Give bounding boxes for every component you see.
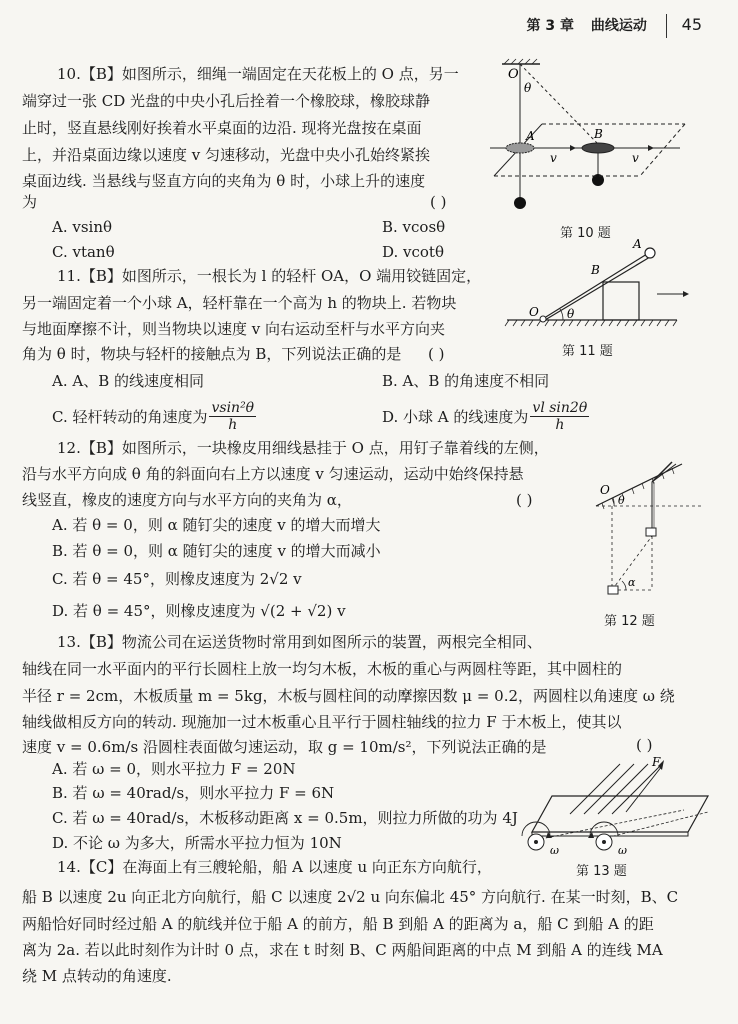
q11-line-4: 角为 θ 时，物块与轻杆的接触点为 B，下列说法正确的是 bbox=[22, 345, 402, 363]
q11-option-c-numerator: vsin²θ bbox=[211, 400, 255, 416]
q12-option-a: A. 若 θ = 0，则 α 随钉尖的速度 v 的增大而增大 bbox=[52, 516, 381, 534]
page-number: 45 bbox=[681, 15, 702, 34]
q12-option-d: D. 若 θ = 45°，则橡皮速度为 √(2 + √2) v bbox=[52, 602, 346, 620]
q12-label-theta: θ bbox=[618, 494, 625, 507]
q11-line-1: 11.【B】如图所示，一根长为 l 的轻杆 OA，O 端用铰链固定， bbox=[57, 267, 482, 285]
q11-label-theta: θ bbox=[567, 307, 575, 321]
q10-label-v2: v bbox=[632, 151, 639, 165]
q13-label-omega-2: ω bbox=[618, 844, 627, 857]
q10-option-b: B. vcosθ bbox=[382, 218, 446, 236]
q13-caption: 第 13 题 bbox=[576, 864, 627, 879]
q10-line-6: 为 bbox=[22, 193, 38, 211]
q11-caption: 第 11 题 bbox=[562, 344, 613, 359]
q13-option-c: C. 若 ω = 40rad/s，木板移动距离 x = 0.5m，则拉力所做的功为 4J bbox=[52, 809, 518, 827]
q11-label-o: O bbox=[529, 305, 539, 319]
q12-figure bbox=[592, 462, 712, 602]
q10-line-1: 10.【B】如图所示，细绳一端固定在天花板上的 O 点，另一 bbox=[57, 65, 459, 83]
q13-line-4: 轴线做相反方向的转动. 现施加一过木板重心且平行于圆柱轴线的拉力 F 于木板上，使其以 bbox=[22, 713, 622, 731]
q13-option-a: A. 若 ω = 0，则水平拉力 F = 20N bbox=[52, 760, 296, 778]
q10-caption: 第 10 题 bbox=[560, 226, 611, 241]
q14-line-3: 两船恰好同时经过船 A 的航线并位于船 A 的前方，船 B 到船 A 的距离为 a，船 C 到船 A 的距 bbox=[22, 915, 654, 933]
q14-line-1: 14.【C】在海面上有三艘轮船，船 A 以速度 u 向正东方向航行， bbox=[57, 858, 492, 876]
q11-option-c bbox=[52, 400, 256, 433]
q10-label-theta: θ bbox=[524, 81, 532, 95]
q11-answer-paren: ( ) bbox=[428, 345, 445, 363]
q12-line-1: 12.【B】如图所示，一块橡皮用细线悬挂于 O 点，用钉子靠着线的左侧， bbox=[57, 439, 549, 457]
q12-answer-paren: ( ) bbox=[516, 491, 533, 509]
q10-label-v1: v bbox=[550, 151, 557, 165]
q10-line-3: 止时，竖直悬线刚好挨着水平桌面的边沿. 现将光盘按在桌面 bbox=[22, 119, 422, 137]
q11-line-2: 另一端固定着一个小球 A，轻杆靠在一个高为 h 的物块上. 若物块 bbox=[22, 294, 457, 312]
q13-line-2: 轴线在同一水平面内的平行长圆柱上放一均匀木板，木板的重心与两圆柱等距，其中圆柱的 bbox=[22, 660, 623, 678]
q11-option-d-denominator: h bbox=[555, 417, 565, 433]
q10-line-4: 上，并沿桌面边缘以速度 v 匀速移动，光盘中央小孔始终紧挨 bbox=[22, 146, 431, 164]
q11-label-a: A bbox=[633, 237, 642, 251]
q11-option-a: A. A、B 的线速度相同 bbox=[52, 372, 204, 390]
q13-line-3: 半径 r = 2cm，木板质量 m = 5kg，木板与圆柱间的动摩擦因数 μ = 0.2，两圆柱以角速度 ω 绕 bbox=[22, 687, 675, 705]
q11-option-d-fraction bbox=[530, 400, 589, 433]
section-title: 曲线运动 bbox=[590, 18, 647, 34]
q11-option-c-denominator: h bbox=[228, 417, 238, 433]
q13-option-b: B. 若 ω = 40rad/s，则水平拉力 F = 6N bbox=[52, 784, 335, 802]
chapter-label: 第 3 章 bbox=[526, 18, 575, 34]
q14-line-4: 离为 2a. 若以此时刻作为计时 0 点，求在 t 时刻 B、C 两船间距离的中点 M 到船 A 的连线 MA bbox=[22, 941, 663, 959]
page-header bbox=[527, 14, 702, 38]
q11-option-d bbox=[382, 400, 589, 433]
q10-option-a: A. vsinθ bbox=[52, 218, 113, 236]
q11-line-3: 与地面摩擦不计，则当物块以速度 v 向右运动至杆与水平方向夹 bbox=[22, 320, 446, 338]
q11-option-c-fraction bbox=[209, 400, 256, 433]
q11-option-d-prefix: D. 小球 A 的线速度为 bbox=[382, 407, 529, 426]
q11-figure bbox=[505, 237, 700, 340]
q11-option-c-prefix: C. 轻杆转动的角速度为 bbox=[52, 407, 208, 426]
q12-option-c: C. 若 θ = 45°，则橡皮速度为 2√2 v bbox=[52, 570, 302, 588]
q10-label-o: O bbox=[508, 67, 519, 82]
q14-line-2: 船 B 以速度 2u 向正北方向航行，船 C 以速度 2√2 u 向东偏北 45° 方向航行. 在某一时刻，B、C bbox=[22, 888, 679, 906]
q10-option-c: C. vtanθ bbox=[52, 243, 115, 261]
q13-option-d: D. 不论 ω 为多大，所需水平拉力恒为 10N bbox=[52, 834, 342, 852]
q12-label-o: O bbox=[600, 483, 610, 497]
q12-line-2: 沿与水平方向成 θ 角的斜面向右上方以速度 v 匀速运动，运动中始终保持悬 bbox=[22, 465, 524, 483]
q12-caption: 第 12 题 bbox=[604, 614, 655, 629]
header-divider bbox=[666, 14, 667, 38]
q10-option-d: D. vcotθ bbox=[382, 243, 444, 261]
q14-line-5: 绕 M 点转动的角速度. bbox=[22, 967, 172, 985]
q10-line-2: 端穿过一张 CD 光盘的中央小孔后拴着一个橡胶球，橡胶球静 bbox=[22, 92, 431, 110]
q13-label-f: F bbox=[652, 755, 661, 769]
q10-answer-paren: ( ) bbox=[430, 193, 447, 211]
q12-line-3: 线竖直，橡皮的速度方向与水平方向的夹角为 α， bbox=[22, 491, 352, 509]
q12-option-b: B. 若 θ = 0，则 α 随钉尖的速度 v 的增大而减小 bbox=[52, 542, 381, 560]
q10-label-a: A bbox=[526, 129, 535, 143]
q11-option-d-numerator: vl sin2θ bbox=[532, 400, 588, 416]
q13-figure bbox=[512, 752, 712, 860]
q11-label-b: B bbox=[591, 263, 600, 277]
q10-line-5: 桌面边线. 当悬线与竖直方向的夹角为 θ 时，小球上升的速度 bbox=[22, 172, 426, 190]
q10-label-b: B bbox=[594, 127, 603, 141]
q13-line-5: 速度 v = 0.6m/s 沿圆柱表面做匀速运动，取 g = 10m/s²，下列说法正确的是 bbox=[22, 738, 547, 756]
q11-option-b: B. A、B 的角速度不相同 bbox=[382, 372, 550, 390]
q13-label-omega-1: ω bbox=[550, 844, 559, 857]
q10-figure bbox=[490, 58, 690, 218]
q13-answer-paren: ( ) bbox=[636, 736, 653, 754]
q13-line-1: 13.【B】物流公司在运送货物时常用到如图所示的装置，两根完全相同、 bbox=[57, 633, 542, 651]
q12-label-alpha: α bbox=[628, 576, 636, 589]
